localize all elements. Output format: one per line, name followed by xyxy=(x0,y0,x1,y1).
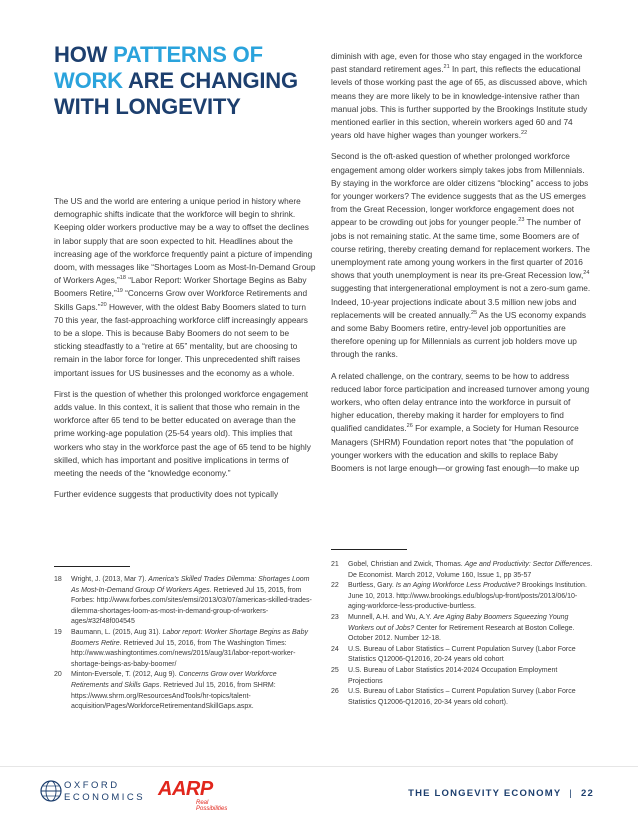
footnote-ref-25: 25 xyxy=(471,310,478,317)
page-title xyxy=(54,42,304,120)
footnote: 22 Burtless, Gary. Is an Aging Workforce Less Productive? Brookings Institution. June 10, 2013. http://www.brookings.edu/blogs/up-front/posts/2013/06/10-aging-workforce-less-productive-burtless. xyxy=(331,582,587,611)
aarp-logo xyxy=(150,778,240,814)
footer-divider xyxy=(0,766,638,767)
left-paragraph-1: The US and the world are entering a unique period in history where demographic shifts indicate that the workforce will begin to shrink. Keeping older workers productive may be a way to offset the declines in labor supply that are soon expected to hit. Headlines about the increasing age of the workforce frequently paint a picture of impending doom, with messages like “Shortages Loom as Most-In-Demand Group of Workers Ages,”$^{18}$ “Labor Report: Worker Shortage Begins as Baby Boomers Retire,”$^{19}$ “Concerns Grow over Workforce Retirements and Skills Gaps.”$^{20}$ However, with the oldest Baby Boomers slated to turn 70 this year, the fast-approaching workforce cliff increasingly appears to be a slope. This is because Baby Boomers do not seem to be sticking steadfastly to a “retire at 65” mentality, but are choosing to remain in the labor force for longer. This unprecedented shift raises important issues for US businesses and the economy as a whole. xyxy=(54,196,316,378)
right-paragraph-3: A related challenge, on the contrary, seems to be how to address reduced labor force participation and increased turnover among young workers, who often delay entrance into the workforce in pursuit of higher education, thereby making it harder for employers to find qualified candidates.$^{26}$ For example, a Society for Human Resource Managers (SHRM) Foundation report notes that “the population of younger workers with the education and skills to replace Baby Boomers is not large enough—or growing fast enough—to make up xyxy=(331,370,590,474)
aarp-wordmark: AARP xyxy=(158,778,213,800)
footnote: 26 U.S. Bureau of Labor Statistics – Current Population Survey (Labor Force Statistics Q12006-Q12016, 20-34 years old cohort). xyxy=(331,688,576,706)
left-paragraph-3: Further evidence suggests that productivity does not typically xyxy=(54,489,279,500)
footnote-ref-21: 21 xyxy=(443,64,450,71)
footnotes-left xyxy=(54,575,316,713)
footnote-divider-left xyxy=(54,566,130,567)
footnote-ref-22: 22 xyxy=(521,130,528,137)
title-accent1: PATTERNS OF xyxy=(113,42,263,67)
footer-separator: | xyxy=(569,788,574,799)
left-column xyxy=(54,195,316,509)
footnote: 19 Baumann, L. (2015, Aug 31). Labor report: Worker Shortage Begins as Baby Boomers Retire. Retrieved Jul 15, 2016, from The Washington Times: http://www.washingtontimes.com/news/2015/aug/31/labor-report-worker-shortage-beings-as-baby-boomer/ xyxy=(54,628,308,668)
footnotes-right xyxy=(331,560,593,708)
footnote: 21 Gobel, Christian and Zwick, Thomas. Age and Productivity: Sector Differences. De Economist. March 2012, Volume 160, Issue 1, pp 35-57 xyxy=(331,561,593,579)
footnote: 24 U.S. Bureau of Labor Statistics – Current Population Survey (Labor Force Statistics Q12006-Q12016, 20-24 years old cohort xyxy=(331,645,576,664)
right-column xyxy=(331,50,593,483)
page-number: 22 xyxy=(581,788,594,799)
oxford-economics-wordmark: OXFORD ECONOMICS xyxy=(64,780,146,803)
right-paragraph-1: diminish with age, even for those who stay engaged in the workforce past standard retirement ages.$^{21}$ In part, this reflects the educational levels of those working past the age of 65, as discussed above, which means they are more likely to be in knowledge-intensive rather than manual jobs. This is further supported by the Brookings Institute study mentioned earlier in this section, wherein workers aged 60 and 74 years old have higher wages than younger workers.$^{22}$ xyxy=(331,51,588,141)
footnote: 23 Munnell, A.H. and Wu, A.Y. Are Aging Baby Boomers Squeezing Young Workers out of Jobs? Center for Retirement Research at Boston College. October 2012. Number 12-18. xyxy=(331,613,575,643)
aarp-tagline: Real Possibilities xyxy=(196,800,228,812)
title-part1: HOW xyxy=(54,42,114,67)
footnote: 25 U.S. Bureau of Labor Statistics 2014-2024 Occupation Employment Projections xyxy=(331,666,558,685)
title-accent2: WORK xyxy=(54,68,123,93)
footnote-ref-23: 23 xyxy=(518,217,525,224)
footnote-ref-24: 24 xyxy=(583,270,590,277)
title-part2: ARE CHANGING WITH LONGEVITY xyxy=(54,68,298,119)
footnote: 20 Minton-Eversole, T. (2012, Aug 9). Concerns Grow over Workforce Retirements and Skills Gaps. Retrieved Jul 15, 2016, from SHRM: https://www.shrm.org/ResourcesAndTools/hr-topics/talent-acquisition/Pages/WorkforceRetirementandSkillGaps.aspx. xyxy=(54,671,277,711)
right-paragraph-2: Second is the oft-asked question of whether prolonged workforce engagement among older workers simply takes jobs from Millennials. By staying in the workforce are older citizens “blocking” access to jobs for younger workers? The evidence suggests that as the US emerges from the Great Recession, longer workforce engagement does not appear to be crowding out jobs for younger people.$^{23}$ The number of jobs is not remaining static. At the same time, some Boomers are of course retiring, thereby creating demand for replacement workers. The unemployment rate among young workers in the first quarter of 2016 shows that youth unemployment is near its pre-Great Recession low,$^{24}$ suggesting that intergenerational employment is not a zero-sum game. Indeed, 10-year projections indicate about 3.5 million new jobs and replacements will be created annually.$^{25}$ As the US economy expands and some Baby Boomers retire, entry-level job opportunities are therefore opening up for Millennials as current job holders move up through the ranks. xyxy=(331,151,591,360)
oxford-economics-logo xyxy=(40,778,146,812)
footnote-ref-26: 26 xyxy=(406,423,413,430)
left-paragraph-2: First is the question of whether this prolonged workforce engagement adds value. In this context, it is salient that those who remain in the workforce after 65 tend to be better educated on average than the prime working-age population (25-54 years old). This implies that workers who stay in the workforce past the age of 65 tend to be highly skilled, which has important and positive implications in terms of meeting the needs of the “knowledge economy.” xyxy=(54,388,311,479)
footnote-divider-right xyxy=(331,549,407,550)
footer-doc-title: THE LONGEVITY ECONOMY xyxy=(408,788,562,799)
footnote-ref-18: 18 xyxy=(119,275,126,282)
globe-icon xyxy=(40,780,62,802)
footnote-ref-20: 20 xyxy=(100,301,107,308)
footer-running-title xyxy=(408,788,594,799)
footnote: 18 Wright, J. (2013, Mar 7). America’s Skilled Trades Dilemma: Shortages Loom As Most-In-Demand Group Of Workers Ages. Retrieved Jul 15, 2015, from Forbes: http://www.forbes.com/sites/emsi/2013/03/07/americas-skilled-trades-dilemma-shortages-loom-as-most-in-demand-group-of-workers-ages/#32f48f004545 xyxy=(54,576,312,626)
footnote-ref-19: 19 xyxy=(116,288,123,295)
